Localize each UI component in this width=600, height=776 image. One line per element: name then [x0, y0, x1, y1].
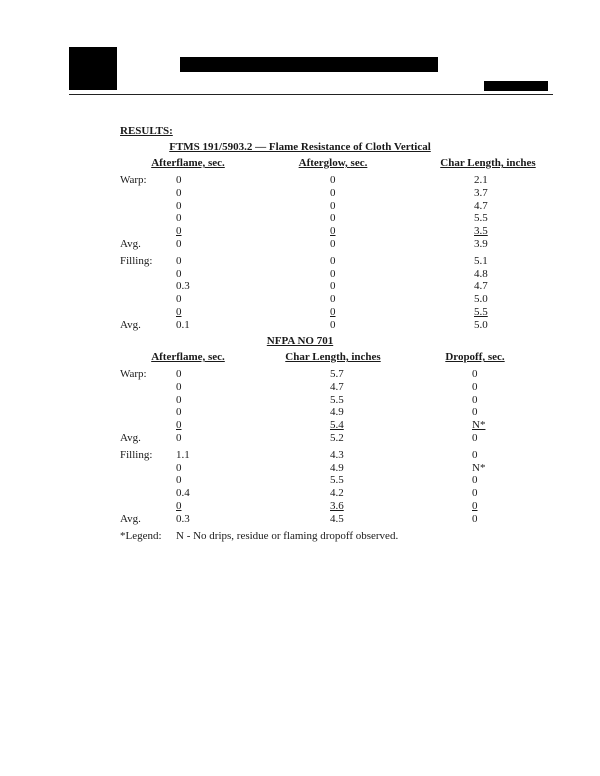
ftms-cell: 0 [330, 212, 336, 225]
ftms-cell: 3.5 [474, 225, 488, 238]
nfpa-cell: 5.7 [330, 368, 344, 380]
ftms-cell: 0.3 [176, 280, 190, 293]
nfpa-cell: 4.9 [330, 461, 344, 474]
ftms-cell: 0 [330, 225, 336, 238]
nfpa-cell: 5.5 [330, 393, 344, 406]
nfpa-avg-cell: 0.3 [176, 512, 190, 525]
ftms-avg-label: Avg. [120, 238, 141, 250]
ftms-avg-cell: 3.9 [474, 238, 488, 250]
nfpa-cell: 0 [472, 487, 478, 500]
ftms-cell: 3.7 [474, 186, 488, 199]
results-heading: RESULTS: [120, 125, 173, 137]
nfpa-header: Char Length, inches [285, 351, 381, 363]
ftms-avg-cell: 0 [330, 318, 336, 331]
ftms-cell: 4.7 [474, 199, 488, 212]
ftms-avg-label: Avg. [120, 318, 141, 331]
nfpa-title: NFPA NO 701 [266, 335, 334, 347]
nfpa-avg-cell: 0 [472, 432, 478, 444]
ftms-cell: 0 [176, 199, 182, 212]
nfpa-cell: 5.5 [330, 474, 344, 487]
nfpa-avg-cell: 4.5 [330, 512, 344, 525]
ftms-avg-cell: 0.1 [176, 318, 190, 331]
nfpa-cell: 0 [176, 500, 182, 512]
nfpa-cell: 0 [176, 419, 182, 432]
ftms-cell: 5.1 [474, 254, 488, 267]
ftms-cell: 0 [176, 174, 182, 186]
nfpa-avg-label: Avg. [120, 512, 141, 525]
nfpa-cell: 4.3 [330, 448, 344, 461]
nfpa-cell: 0 [472, 474, 478, 487]
ftms-cell: 0 [330, 174, 336, 186]
ftms-header: Char Length, inches [440, 157, 536, 169]
ftms-avg-cell: 0 [330, 238, 336, 250]
ftms-avg-cell: 0 [176, 238, 182, 250]
ftms-cell: 5.5 [474, 306, 488, 318]
nfpa-cell: 4.2 [330, 487, 344, 500]
nfpa-cell: 0.4 [176, 487, 190, 500]
ftms-cell: 0 [176, 267, 182, 280]
nfpa-cell: 0 [176, 406, 182, 419]
ftms-cell: 0 [176, 254, 182, 267]
ftms-cell: 0 [330, 306, 336, 318]
nfpa-header: Afterflame, sec. [151, 351, 225, 363]
nfpa-cell: 0 [176, 380, 182, 393]
nfpa-avg-cell: 0 [176, 432, 182, 444]
nfpa-cell: 5.4 [330, 419, 344, 432]
ftms-cell: 0 [330, 280, 336, 293]
ftms-cell: 0 [330, 199, 336, 212]
ftms-cell: 0 [176, 225, 182, 238]
legend-text: N - No drips, residue or flaming dropoff observed. [176, 530, 399, 542]
nfpa-row-label: Warp: [120, 368, 147, 380]
ftms-cell: 0 [176, 293, 182, 306]
nfpa-cell: 0 [176, 474, 182, 487]
nfpa-cell: 3.6 [330, 500, 344, 512]
redacted-logo [69, 47, 117, 90]
ftms-cell: 4.8 [474, 267, 488, 280]
nfpa-header: Dropoff, sec. [445, 351, 505, 363]
ftms-cell: 0 [330, 254, 336, 267]
ftms-cell: 2.1 [474, 174, 488, 186]
ftms-row-label: Warp: [120, 174, 147, 186]
header-rule [69, 94, 553, 95]
ftms-header: Afterglow, sec. [298, 157, 368, 169]
ftms-cell: 5.0 [474, 293, 488, 306]
nfpa-cell: 0 [176, 393, 182, 406]
legend-label: *Legend: [120, 530, 162, 542]
nfpa-cell: 0 [472, 393, 478, 406]
ftms-header: Afterflame, sec. [151, 157, 225, 169]
nfpa-row-label: Filling: [120, 448, 153, 461]
ftms-cell: 0 [330, 267, 336, 280]
nfpa-cell: 0 [472, 380, 478, 393]
redacted-title [180, 57, 438, 72]
ftms-cell: 0 [176, 186, 182, 199]
ftms-cell: 0 [176, 212, 182, 225]
nfpa-cell: 4.9 [330, 406, 344, 419]
nfpa-cell: 0 [472, 406, 478, 419]
nfpa-cell: 0 [472, 448, 478, 461]
redacted-report-number [484, 81, 548, 91]
nfpa-cell: 0 [472, 500, 478, 512]
nfpa-cell: 0 [176, 461, 182, 474]
nfpa-cell: 0 [176, 368, 182, 380]
nfpa-cell: N* [472, 461, 486, 474]
ftms-row-label: Filling: [120, 254, 153, 267]
ftms-cell: 4.7 [474, 280, 488, 293]
ftms-avg-cell: 5.0 [474, 318, 488, 331]
ftms-cell: 0 [330, 293, 336, 306]
ftms-title: FTMS 191/5903.2 — Flame Resistance of Cloth Vertical [169, 141, 431, 153]
nfpa-avg-cell: 5.2 [330, 432, 344, 444]
nfpa-cell: 1.1 [176, 448, 190, 461]
nfpa-avg-label: Avg. [120, 432, 141, 444]
nfpa-cell: 4.7 [330, 380, 344, 393]
nfpa-cell: 0 [472, 368, 478, 380]
nfpa-avg-cell: 0 [472, 512, 478, 525]
ftms-cell: 0 [330, 186, 336, 199]
ftms-cell: 5.5 [474, 212, 488, 225]
ftms-cell: 0 [176, 306, 182, 318]
nfpa-cell: N* [472, 419, 486, 432]
